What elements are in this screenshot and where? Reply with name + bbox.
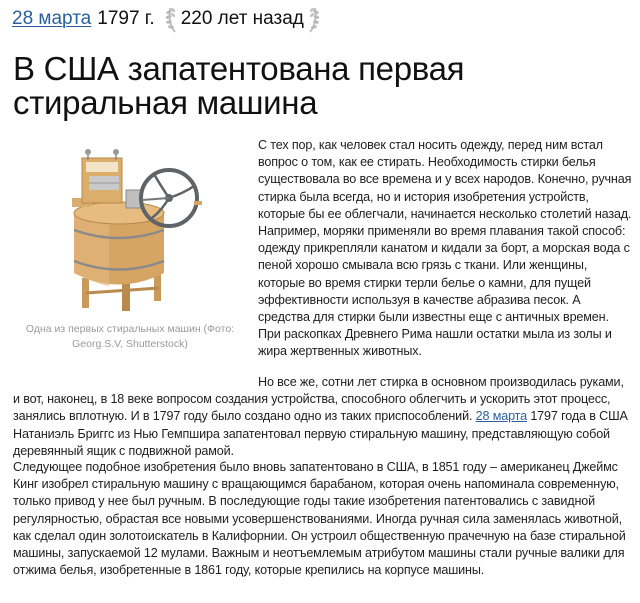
date-inline-link[interactable]: 28 марта: [475, 409, 527, 424]
figure-caption: Одна из первых стиральных машин (Фото: Georg.S.V, Shutterstock): [25, 323, 235, 350]
date-link[interactable]: 28 марта: [12, 8, 92, 29]
intro-paragraph: С тех пор, как человек стал носить одежду, перед ним встал вопрос о том, как ее стирать. Необходимость стирки белья существовала во все времена и у всех народов. Конечно, ручная стирка была всегда, но и история изобретения устройств, которые бы ее облегчали, начинается несколько столетий назад. Например, моряки применяли во время плавания такой способ: одежду прикрепляли канатом и кидали за борт, а морская вода с пеной хорошо смывала всю грязь с ткани. Или женщины, которые во время стирки терли белье о камни, для пущей эффективности используя в качестве абразива песок. А средства для стирки были известны еще с античных времен. При раскопках Древнего Рима нашли остатки мыла из золы и жира жертвенных животных.: [258, 138, 632, 359]
year-label: 1797 г.: [97, 8, 155, 29]
paragraph-2-text-a: Но все же, сотни лет стирка в основном производилась руками, и вот, наконец, в 18 веке вопросом создания устройства, способного облегчить и ускорить этот процесс, занялись вплотную. И в 1797 году было создано одно из таких приспособлений.: [13, 375, 624, 424]
washing-machine-image: [14, 128, 246, 313]
anniversary-text: 220 лет назад: [180, 8, 304, 29]
date-header: [12, 4, 320, 34]
article-figure: [14, 128, 246, 352]
paragraph-2-text-b: 1797 года в США Натаниэль Бриггс из Нью Гемпшира запатентовал первую стиральную машину, представляющую собой деревянный ящик с подвижной рамой.: [13, 409, 628, 458]
laurel-left-icon: [165, 4, 179, 34]
paragraph-2: [13, 374, 633, 460]
article-title: В США запатентована первая стиральная машина: [13, 50, 465, 121]
laurel-right-icon: [306, 4, 320, 34]
paragraph-3: Следующее подобное изобретения было вновь запатентовано в США, в 1851 году – американец Джеймс Кинг изобрел стиральную машину с вращающимся барабаном, которая очень напоминала современную, только привод у нее был ручным. В последующие годы такие изобретения патентовались с завидной регулярностью, обрастая все новыми усовершенствованиями. Иногда ручная сила заменялась животной, как сделал один золотоискатель в Калифорнии. Он устроил общественную прачечную на базе стиральной машины, запускаемой 12 мулами. Важным и неотъемлемым атрибутом машины стали ручные валики для отжима белья, изобретенные в 1861 году, которые крепились на корпусе машины.: [13, 460, 626, 578]
anniversary-badge: [165, 4, 320, 34]
